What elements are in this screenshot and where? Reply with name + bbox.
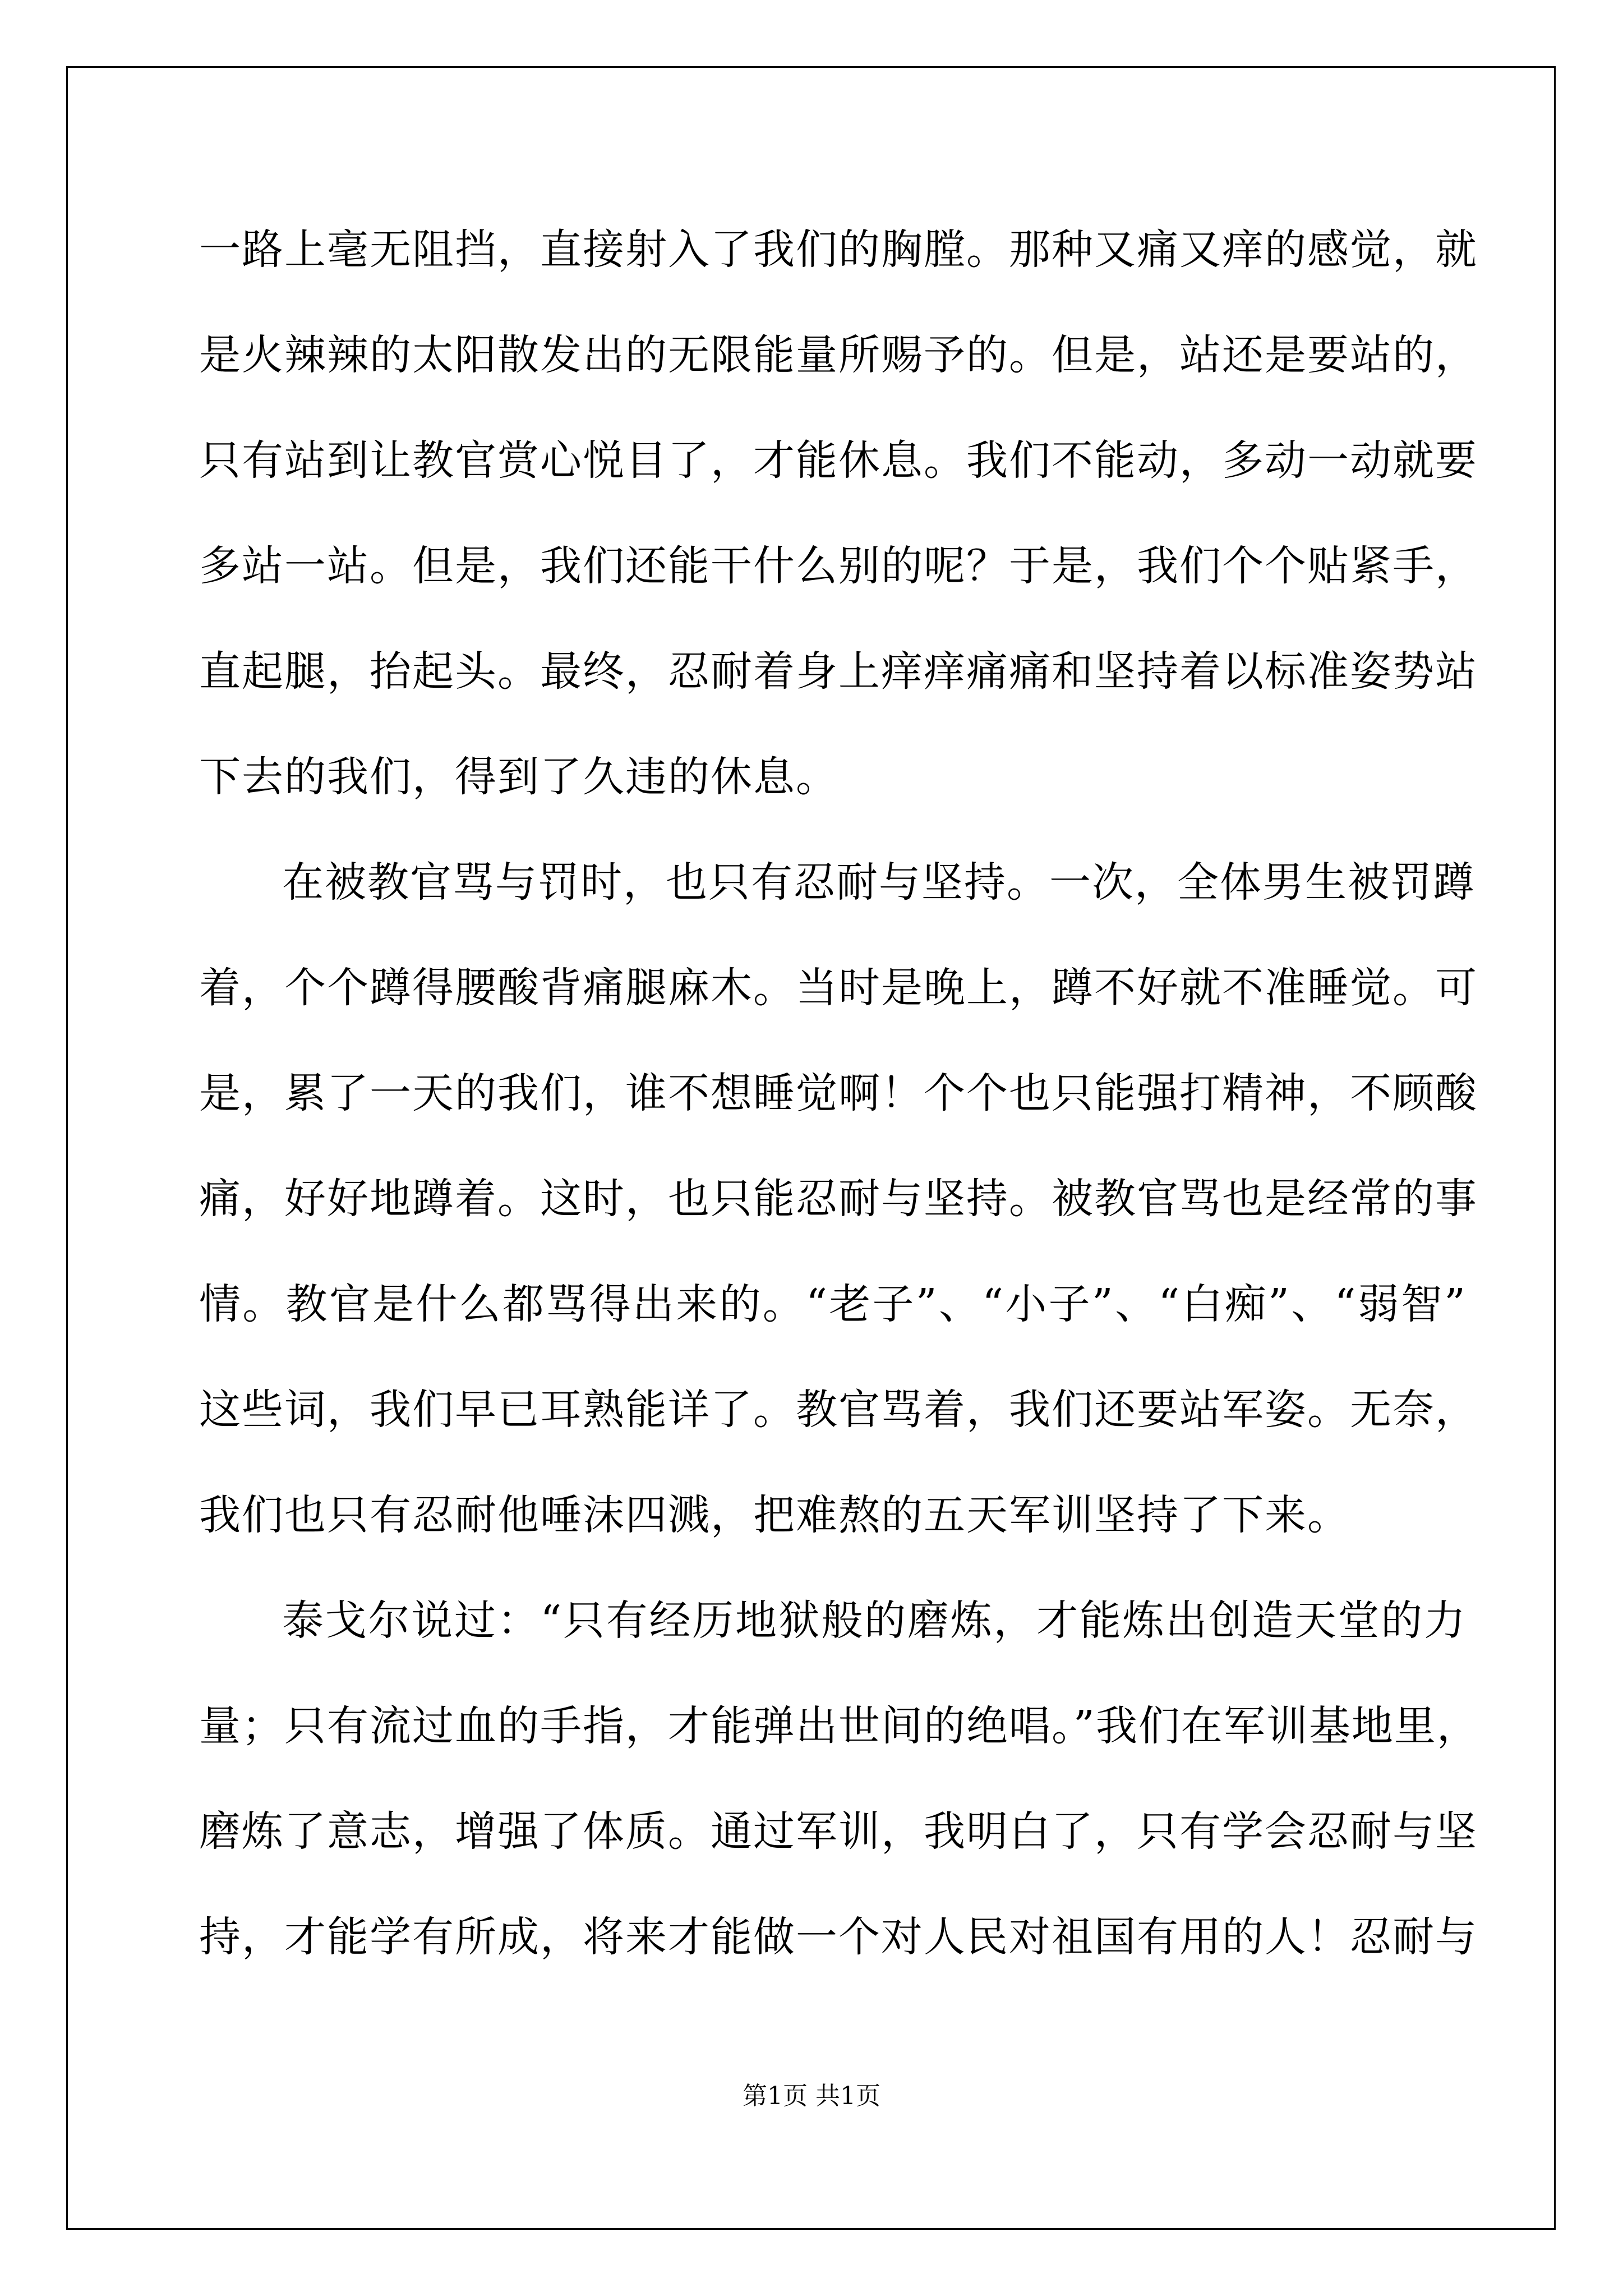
text-line: 在被教官骂与罚时，也只有忍耐与坚持。一次，全体男生被罚蹲 [282, 858, 1476, 907]
text-line: 情。教官是什么都骂得出来的。“老子”、“小子”、“白痴”、“弱智” [199, 1280, 1467, 1328]
text-line: 多站一站。但是，我们还能干什么别的呢？于是，我们个个贴紧手， [199, 542, 1478, 590]
page-footer: 第1页 共1页 [743, 2082, 880, 2110]
text-line: 泰戈尔说过：“只有经历地狱般的磨炼，才能炼出创造天堂的力 [282, 1596, 1467, 1645]
text-line: 只有站到让教官赏心悦目了，才能休息。我们不能动，多动一动就要 [199, 436, 1478, 485]
text-line: 是火辣辣的太阳散发出的无限能量所赐予的。但是，站还是要站的， [199, 331, 1478, 379]
text-line: 一路上毫无阻挡，直接射入了我们的胸膛。那种又痛又痒的感觉，就 [199, 226, 1478, 274]
text-line: 这些词，我们早已耳熟能详了。教官骂着，我们还要站军姿。无奈， [199, 1386, 1478, 1434]
paragraph-2 [199, 849, 1478, 1587]
document-body [199, 216, 1479, 2009]
paragraph-1 [199, 216, 1478, 849]
text-line: 下去的我们，得到了久违的休息。 [199, 753, 838, 801]
text-line: 着，个个蹲得腰酸背痛腿麻木。当时是晚上，蹲不好就不准睡觉。可 [199, 964, 1478, 1012]
text-line: 直起腿，抬起头。最终，忍耐着身上痒痒痛痛和坚持着以标准姿势站 [199, 647, 1478, 696]
text-line: 我们也只有忍耐他唾沫四溅，把难熬的五天军训坚持了下来。 [199, 1491, 1350, 1539]
text-line: 痛，好好地蹲着。这时，也只能忍耐与坚持。被教官骂也是经常的事 [199, 1175, 1478, 1223]
text-line: 是，累了一天的我们，谁不想睡觉啊！个个也只能强打精神，不顾酸 [199, 1069, 1478, 1117]
paragraph-3 [199, 1587, 1479, 2009]
text-line: 持，才能学有所成，将来才能做一个对人民对祖国有用的人！忍耐与 [199, 1913, 1478, 1961]
text-line: 磨炼了意志，增强了体质。通过军训，我明白了，只有学会忍耐与坚 [199, 1807, 1478, 1856]
text-line: 量；只有流过血的手指，才能弹出世间的绝唱。”我们在军训基地里， [199, 1702, 1479, 1750]
